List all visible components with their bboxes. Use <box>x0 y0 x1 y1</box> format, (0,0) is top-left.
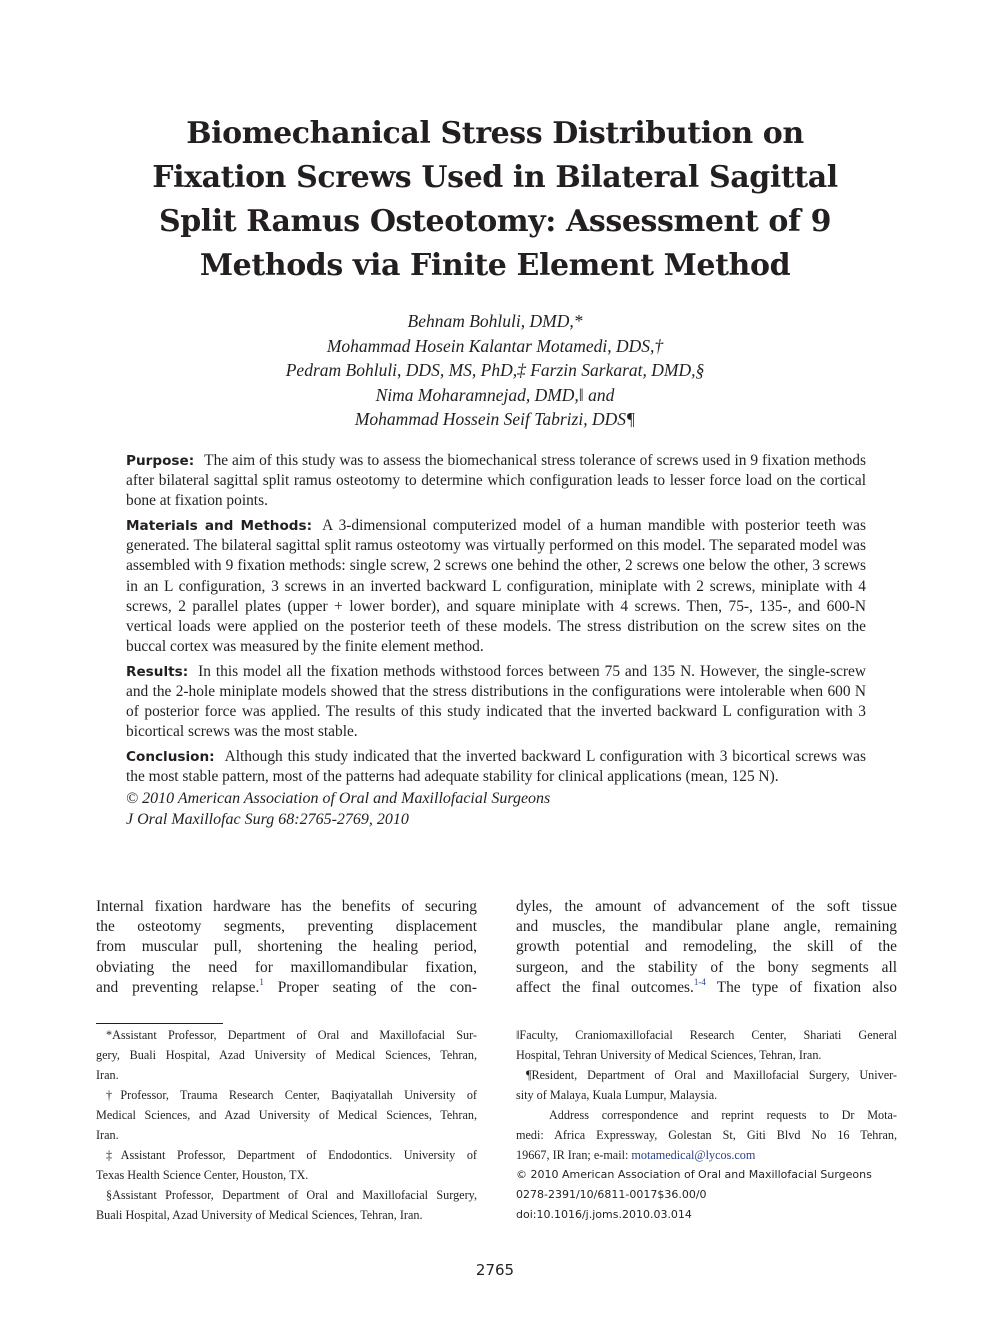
body-text: and preventing relapse. <box>96 978 260 996</box>
footnote-line: ‡Assistant Professor, Department of Endodontics. University of <box>106 1148 477 1162</box>
body-text: The type of fixation also <box>705 978 897 996</box>
author-list <box>95 309 895 432</box>
footnote-line: Address correspondence and reprint requests to Dr Mota- <box>549 1108 897 1122</box>
body-text: affect the final outcomes. <box>516 978 694 996</box>
body-line: obviating the need for maxillomandibular fixation, <box>96 958 477 976</box>
conclusion-heading: Conclusion: <box>126 749 215 766</box>
body-line: and muscles, the mandibular plane angle, remaining <box>516 918 897 936</box>
body-line: dyles, the amount of advancement of the soft tissue <box>516 898 897 915</box>
journal-citation: J Oral Maxillofac Surg 68:2765-2769, 2010 <box>126 810 409 828</box>
body-line: surgeon, and the stability of the bony segments all <box>516 958 897 976</box>
footnote-line: Medical Sciences, and Azad University of Medical Sciences, Tehran, <box>96 1108 477 1122</box>
results-heading: Results: <box>126 663 189 680</box>
results-text: In this model all the fixation methods withstood forces between 75 and 135 N. However, the single-screw and the 2-hole miniplate models showed that the stress distributions in the configurations were intolerable when 600 N of posterior force was applied. The results of this study indicated that the inverted backward L configuration with 3 bicortical screws was the most stable. <box>126 662 866 741</box>
footnote-line: Iran. <box>96 1068 119 1082</box>
title-line: Biomechanical Stress Distribution on <box>186 116 804 151</box>
abstract-purpose <box>126 451 866 511</box>
title-line: Split Ramus Osteotomy: Assessment of 9 <box>158 204 832 239</box>
abstract-conclusion <box>126 747 866 787</box>
author-line: Mohammad Hossein Seif Tabrizi, DDS¶ <box>354 409 636 429</box>
body-column-right <box>516 897 897 998</box>
author-line: Nima Moharamnejad, DMD,‖ and <box>375 384 615 405</box>
title-line: Methods via Finite Element Method <box>199 248 791 283</box>
footnote-line: §Assistant Professor, Department of Oral and Maxillofacial Surgery, <box>106 1188 477 1202</box>
address-text: 19667, IR Iran; e-mail: <box>516 1148 632 1162</box>
body-column-left <box>96 897 477 998</box>
footnote-line: *Assistant Professor, Department of Oral and Maxillofacial Sur- <box>106 1028 477 1042</box>
body-line <box>516 978 897 998</box>
author-line: Mohammad Hosein Kalantar Motamedi, DDS,† <box>326 335 664 356</box>
copyright-line: © 2010 American Association of Oral and Maxillofacial Surgeons <box>126 789 551 807</box>
footnote-line: Hospital, Tehran University of Medical Sciences, Tehran, Iran. <box>516 1048 822 1062</box>
footnote-divider <box>96 1023 223 1024</box>
footnotes-left <box>96 1025 477 1225</box>
methods-text: A 3-dimensional computerized model of a human mandible with posterior teeth was generated. The bilateral sagittal split ramus osteotomy was virtually performed on this model. The separated model was assembled with 9 fixation methods: single screw, 2 screws one behind the other, 2 screws one below the other, 3 screws in an L configuration, 3 screws in an inverted backward L configuration, miniplate with 2 screws, miniplate with 4 screws, 2 parallel plates (upper + lower border), and square miniplate with 4 screws. Then, 75-, 135-, and 600-N vertical loads were applied on the posterior teeth of these models. The stress distribution on the screw sites on the buccal cortex was measured by the finite element method. <box>126 517 866 655</box>
author-line: Pedram Bohluli, DDS, MS, PhD,‡ Farzin Sarkarat, DMD,§ <box>285 360 705 380</box>
body-text: Proper seating of the con- <box>263 978 477 996</box>
reference-link[interactable]: 1 <box>259 977 264 987</box>
author-line: Behnam Bohluli, DMD,* <box>407 311 583 331</box>
email-link[interactable]: motamedical@lycos.com <box>631 1148 756 1162</box>
title-line: Fixation Screws Used in Bilateral Sagittal <box>152 160 838 195</box>
issn-line: 0278-2391/10/6811-0017$36.00/0 <box>516 1188 707 1201</box>
doi-line: doi:10.1016/j.joms.2010.03.014 <box>516 1208 692 1221</box>
purpose-heading: Purpose: <box>126 453 195 469</box>
footnote-line: sity of Malaya, Kuala Lumpur, Malaysia. <box>516 1088 718 1102</box>
footnote-line: Buali Hospital, Azad University of Medical Sciences, Tehran, Iran. <box>96 1208 423 1222</box>
footnote-line: †Professor, Trauma Research Center, Baqiyatallah University of <box>106 1088 477 1102</box>
body-line: Internal fixation hardware has the benefits of securing <box>96 898 477 915</box>
body-line: growth potential and remodeling, the skill of the <box>516 938 897 956</box>
footnote-line: ‖Faculty, Craniomaxillofacial Research Center, Shariati General <box>516 1028 897 1042</box>
footnote-line: medi: Africa Expressway, Golestan St, Giti Blvd No 16 Tehran, <box>516 1128 897 1142</box>
abstract <box>126 451 866 830</box>
footnote-line: gery, Buali Hospital, Azad University of Medical Sciences, Tehran, <box>96 1048 477 1062</box>
footnote-line: Texas Health Science Center, Houston, TX. <box>96 1168 309 1182</box>
article-title <box>95 112 895 288</box>
footnote-line: ¶Resident, Department of Oral and Maxillofacial Surgery, Univer- <box>526 1068 897 1082</box>
page-number: 2765 <box>475 1261 515 1279</box>
abstract-results <box>126 662 866 742</box>
footnote-line: Iran. <box>96 1128 119 1142</box>
body-line <box>96 978 477 998</box>
footnotes-right <box>516 1025 897 1225</box>
footnote-line <box>516 1145 897 1165</box>
reference-link[interactable]: 1-4 <box>693 977 706 987</box>
abstract-methods <box>126 516 866 657</box>
body-line: the osteotomy segments, preventing displacement <box>96 918 477 936</box>
copyright-footnote: © 2010 American Association of Oral and Maxillofacial Surgeons <box>516 1168 872 1181</box>
body-line: from muscular pull, shortening the healing period, <box>96 938 477 956</box>
conclusion-text: Although this study indicated that the inverted backward L configuration with 3 bicortical screws was the most stable pattern, most of the patterns had adequate stability for clinical applications (mean, 125 N). <box>126 748 866 786</box>
purpose-text: The aim of this study was to assess the biomechanical stress tolerance of screws used in 9 fixation methods after bilateral sagittal split ramus osteotomy to determine which configuration leads to lesser force load on the cortical bone at fixation points. <box>126 452 866 510</box>
methods-heading: Materials and Methods: <box>126 518 313 535</box>
